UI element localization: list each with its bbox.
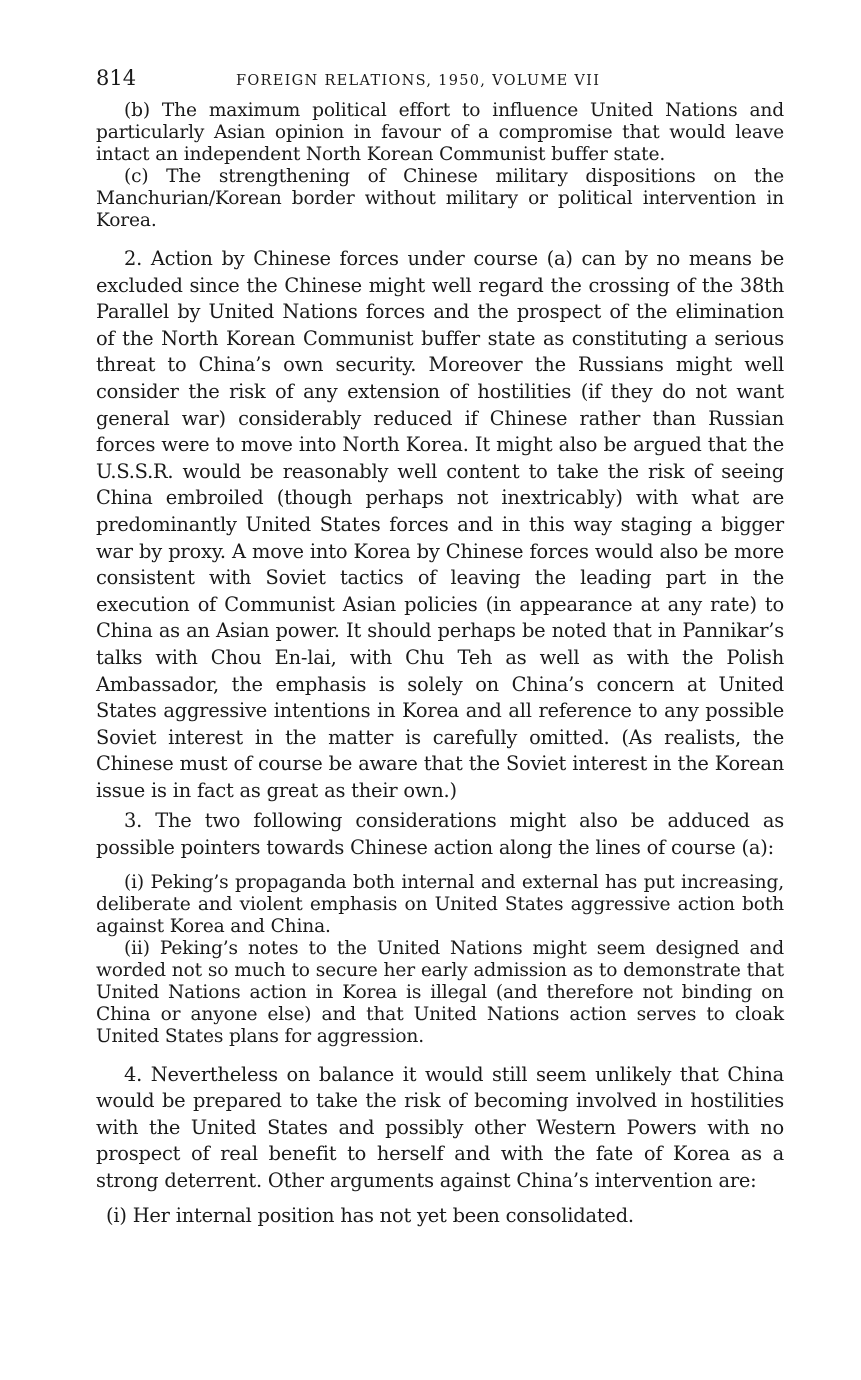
paragraph-3-item-ii: (ii) Peking’s notes to the United Nations might seem designed and worded not so much to secure her early admission as to demonstrate that United Nations action in Korea is illegal (and therefore not binding on China or anyone else) and that United Nations action serves to cloak United States plans for aggression. — [96, 937, 784, 1047]
paragraph-3: 3. The two following considerations might also be adduced as possible pointers towards Chinese action along the lines of course (a): — [96, 809, 784, 860]
paragraph-course-b: (b) The maximum political effort to influence United Nations and particularly Asian opinion in favour of a compromise that would leave intact an independent North Korean Communist buffer state. — [96, 100, 784, 165]
running-title: FOREIGN RELATIONS, 1950, VOLUME VII — [236, 73, 601, 89]
page-number: 814 — [96, 66, 137, 90]
paragraph-4: 4. Nevertheless on balance it would still seem unlikely that China would be prepared to take the risk of becoming involved in hostilities with the United States and possibly other Western Powers with no prospect of real benefit to herself and with the fate of Korea as a strong deterrent. Other arguments against China’s intervention are: — [96, 1062, 784, 1193]
paragraph-course-c: (c) The strengthening of Chinese military dispositions on the Manchurian/Korean border without military or political intervention in Korea. — [96, 166, 784, 231]
paragraph-4-item-i: (i) Her internal position has not yet been consolidated. — [106, 1203, 634, 1227]
paragraph-2: 2. Action by Chinese forces under course (a) can by no means be excluded since the Chinese might well regard the crossing of the 38th Parallel by United Nations forces and the prospect of the elimination of the North Korean Communist buffer state as constituting a serious threat to China’s own security. Moreover the Russians might well consider the risk of any extension of hostilities (if they do not want general war) considerably reduced if Chinese rather than Russian forces were to move into North Korea. It might also be argued that the U.S.S.R. would be reasonably well content to take the risk of seeing China embroiled (though perhaps not inextricably) with what are predominantly United States forces and in this way staging a bigger war by proxy. A move into Korea by Chinese forces would also be more consistent with Soviet tactics of leaving the leading part in the execution of Communist Asian policies (in appearance at any rate) to China as an Asian power. It should perhaps be noted that in Pannikar’s talks with Chou En-lai, with Chu Teh as well as with the Polish Ambassador, the emphasis is solely on China’s concern at United States aggressive intentions in Korea and all reference to any possible Soviet interest in the matter is carefully omitted. (As realists, the Chinese must of course be aware that the Soviet interest in the Korean issue is in fact as great as their own.) — [96, 247, 784, 802]
document-page — [96, 66, 784, 1229]
paragraph-3-item-i: (i) Peking’s propaganda both internal and external has put increasing, deliberate and violent emphasis on United States aggressive action both against Korea and China. — [96, 871, 784, 937]
page-header — [96, 66, 784, 100]
